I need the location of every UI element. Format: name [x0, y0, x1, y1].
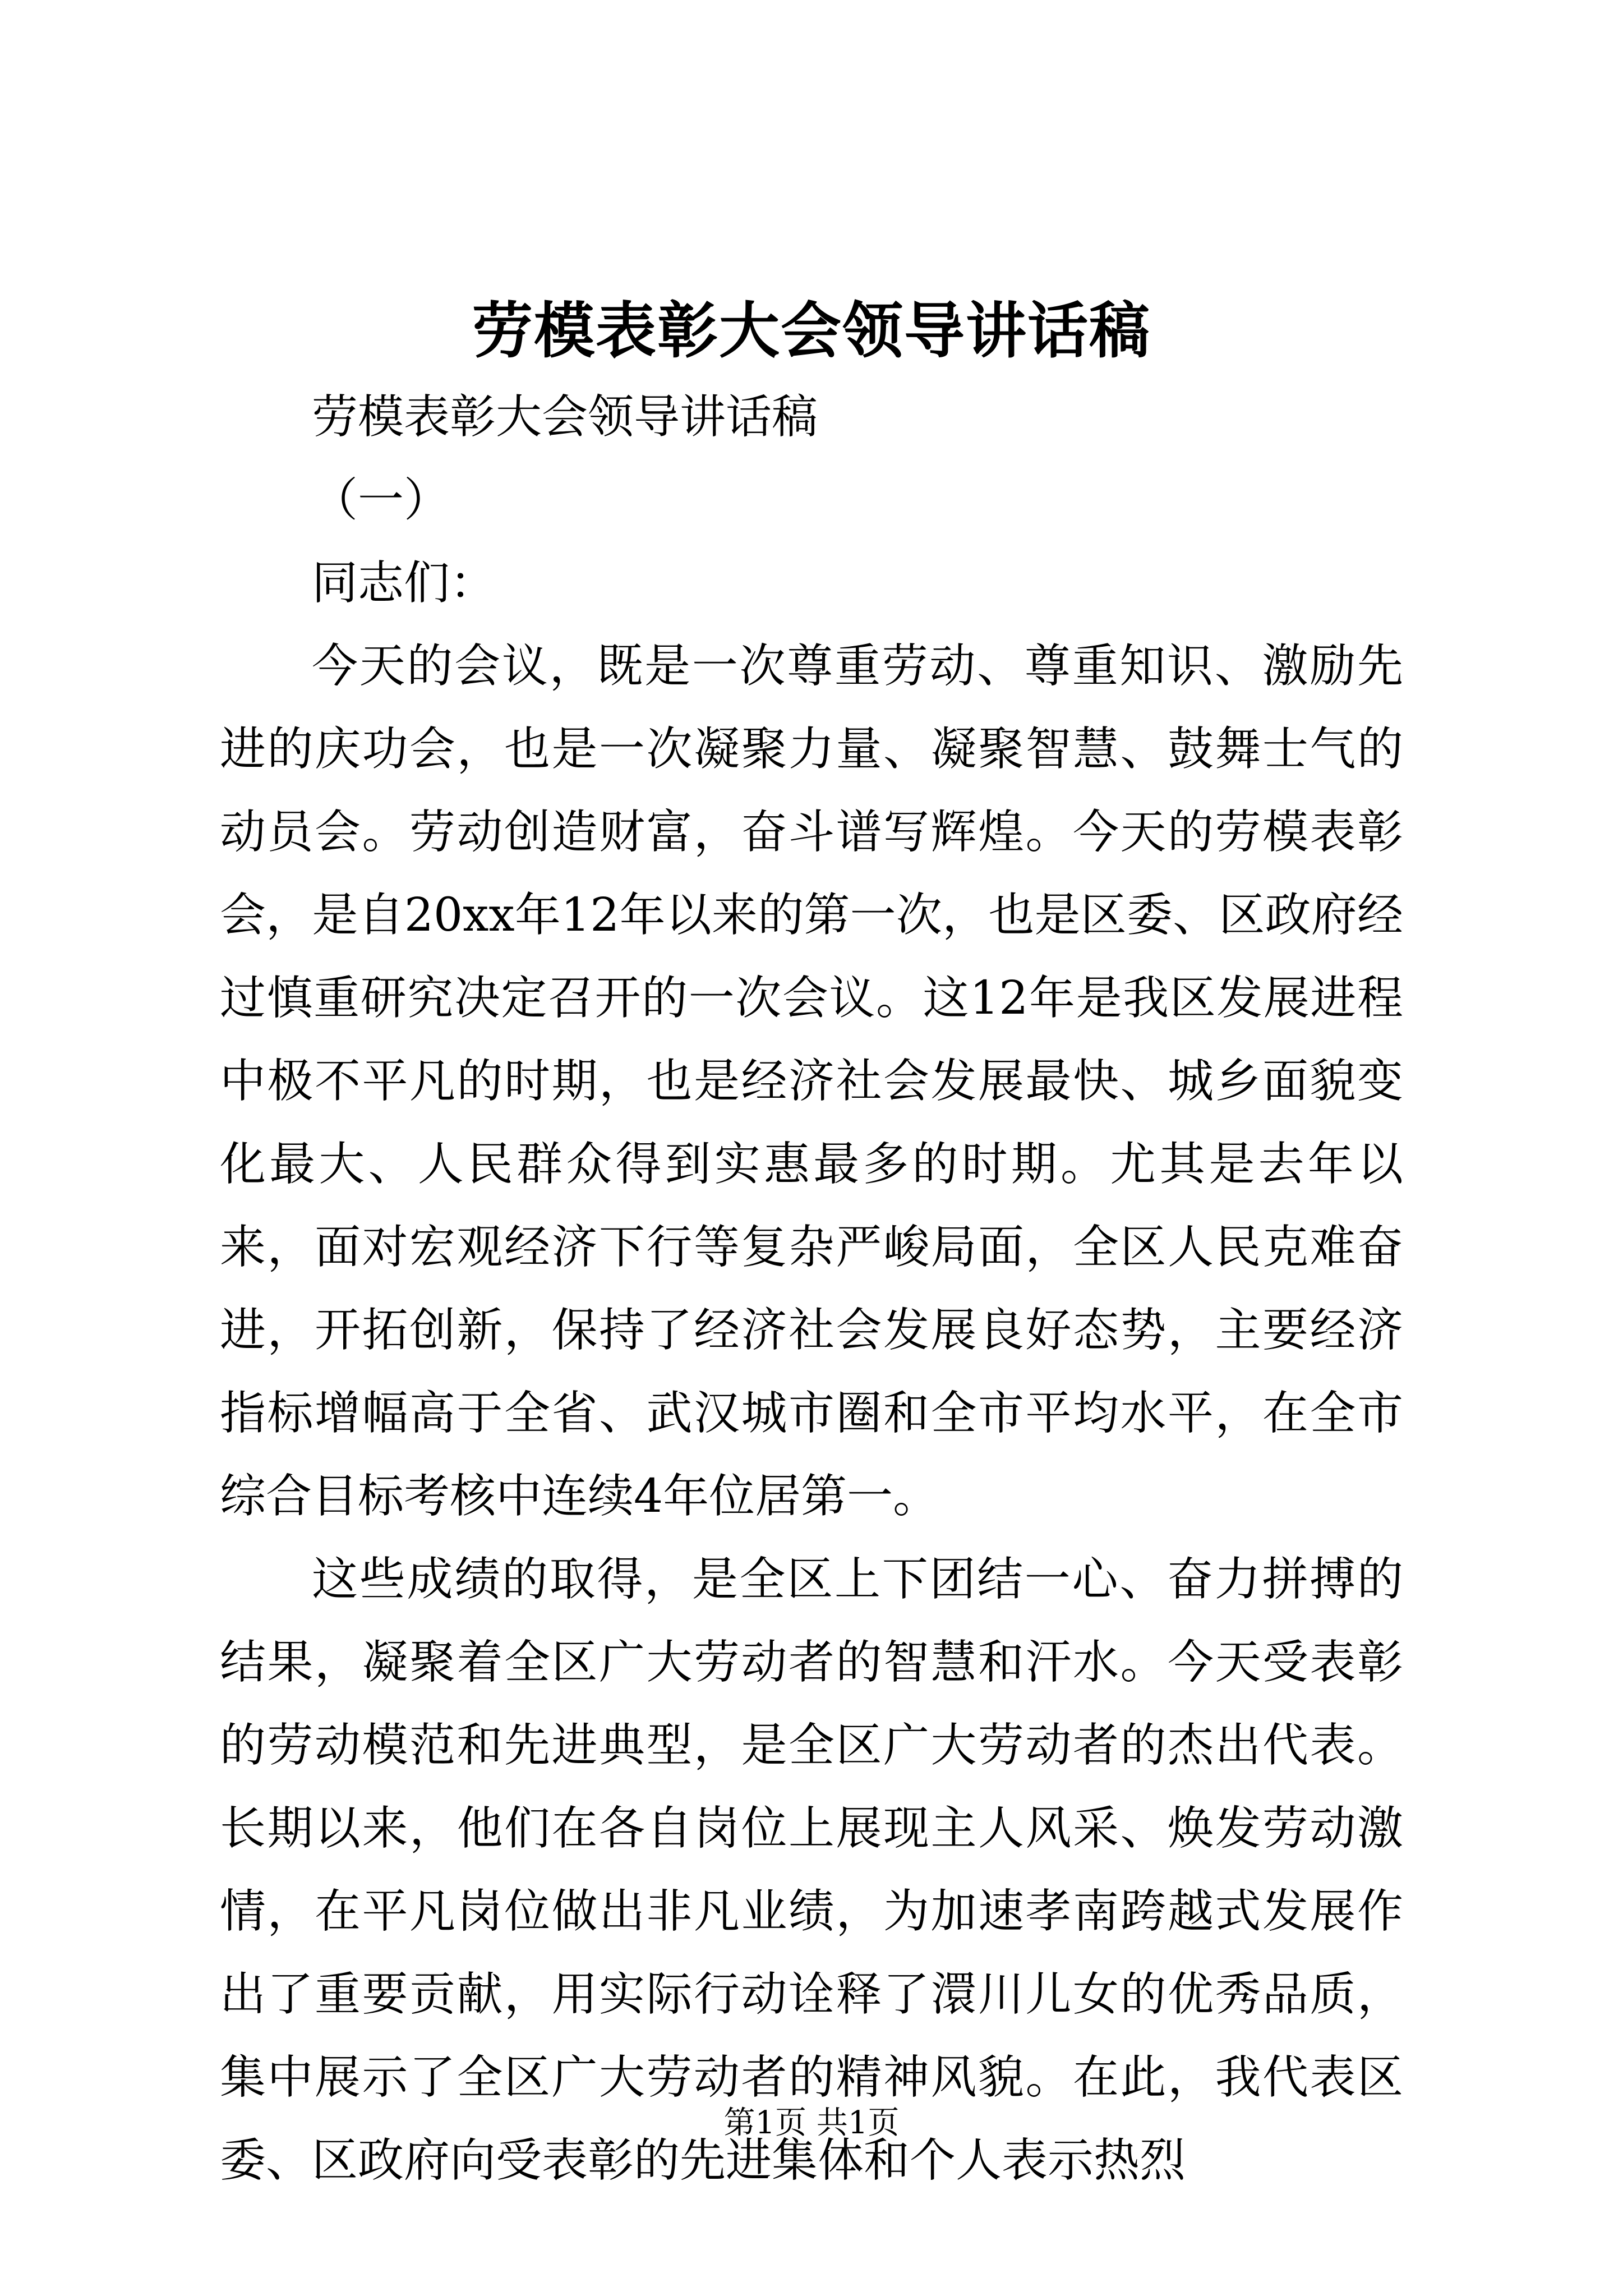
paragraph-1: 今天的会议，既是一次尊重劳动、尊重知识、激励先进的庆功会，也是一次凝聚力量、凝聚智慧、鼓舞士气的动员会。劳动创造财富，奋斗谱写辉煌。今天的劳模表彰会，是自20xx年12年以来的第一次，也是区委、区政府经过慎重研究决定召开的一次会议。这12年是我区发展进程中极不平凡的时期，也是经济社会发展最快、城乡面貌变化最大、人民群众得到实惠最多的时期。尤其是去年以来，面对宏观经济下行等复杂严峻局面，全区人民克难奋进，开拓创新，保持了经济社会发展良好态势，主要经济指标增幅高于全省、武汉城市圈和全市平均水平，在全市综合目标考核中连续4年位居第一。 — [220, 639, 1403, 1523]
document-title: 劳模表彰大会领导讲话稿 — [472, 296, 1151, 366]
document-subtitle: 劳模表彰大会领导讲话稿 — [312, 390, 818, 444]
salutation: 同志们： — [312, 556, 496, 610]
section-marker: （一） — [312, 473, 450, 527]
page-number-footer: 第1页 共1页 — [723, 2105, 900, 2141]
paragraph-2: 这些成绩的取得，是全区上下团结一心、奋力拼搏的结果，凝聚着全区广大劳动者的智慧和汗水。今天受表彰的劳动模范和先进典型，是全区广大劳动者的杰出代表。长期以来，他们在各自岗位上展现主人风采、焕发劳动激情，在平凡岗位做出非凡业绩，为加速孝南跨越式发展作出了重要贡献，用实际行动诠释了澴川儿女的优秀品质，集中展示了全区广大劳动者的精神风貌。在此，我代表区委、区政府向受表彰的先进集体和个人表示热烈 — [220, 1553, 1403, 2187]
document-body — [220, 376, 1403, 2202]
